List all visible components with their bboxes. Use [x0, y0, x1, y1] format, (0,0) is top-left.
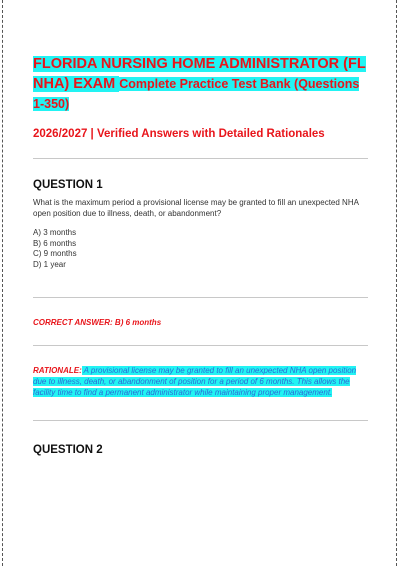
rationale: [33, 365, 368, 398]
question-1-options: [33, 228, 368, 270]
question-1-heading: QUESTION 1: [33, 179, 103, 191]
document-page: [33, 54, 368, 456]
document-subtitle: 2026/2027 | Verified Answers with Detailed Rationales: [33, 128, 325, 140]
rationale-label: RATIONALE:: [33, 366, 82, 375]
title-secondary: Complete Practice Test Bank (Questions 1-350): [33, 77, 360, 111]
question-1-text: What is the maximum period a provisional license may be granted to fill an unexpected NHA open position due to illness, death, or abandonment?: [33, 198, 359, 218]
rationale-text: A provisional license may be granted to fill an unexpected NHA open position due to illness, death, or abandonment of position for a period of 6 months. This allows the facility time to find a permanent administrator while maintaining proper management.: [33, 366, 357, 397]
page-border-right: [396, 0, 397, 566]
page-border-left: [2, 0, 3, 566]
option-b: B) 6 months: [33, 238, 77, 248]
divider: [33, 420, 368, 421]
question-2-heading: QUESTION 2: [33, 444, 103, 456]
divider: [33, 345, 368, 346]
divider: [33, 158, 368, 159]
title-main: FLORIDA NURSING HOME ADMINISTRATOR (FL NHA) EXAM: [33, 56, 366, 92]
divider: [33, 297, 368, 298]
document-title: [33, 54, 368, 114]
correct-answer: CORRECT ANSWER: B) 6 months: [33, 318, 162, 327]
option-a: A) 3 months: [33, 228, 77, 237]
option-d: D) 1 year: [33, 259, 66, 269]
option-c: C) 9 months: [33, 249, 77, 258]
